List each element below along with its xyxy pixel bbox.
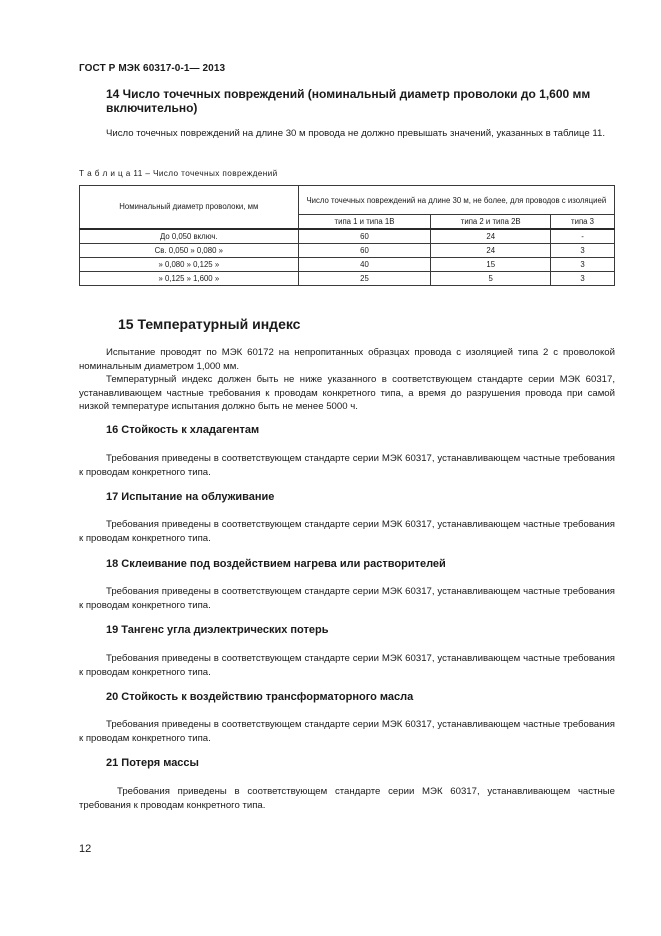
page-number: 12 xyxy=(79,843,92,855)
section-16-text: Требования приведены в соответствующем стандарте серии МЭК 60317, устанавливающем частные требования к проводам конкретного типа. xyxy=(79,453,615,478)
table-cell: 15 xyxy=(431,258,551,272)
section-18-title: 18 Склеивание под воздействием нагрева или растворителей xyxy=(106,558,446,570)
section-19-title: 19 Тангенс угла диэлектрических потерь xyxy=(106,624,329,636)
section-15-title: 15 Температурный индекс xyxy=(118,316,301,332)
table-cell: Св. 0,050 » 0,080 » xyxy=(80,244,299,258)
table-cell: 40 xyxy=(298,258,431,272)
table-header-type3: типа 3 xyxy=(551,215,615,230)
table-row xyxy=(80,258,615,272)
section-17-title: 17 Испытание на облуживание xyxy=(106,491,275,503)
table-cell: До 0,050 включ. xyxy=(80,229,299,244)
section-18-text: Требования приведены в соответствующем стандарте серии МЭК 60317, устанавливающем частные требования к проводам конкретного типа. xyxy=(79,586,615,611)
table-row xyxy=(80,229,615,244)
table-cell: 24 xyxy=(431,244,551,258)
table-cell: 5 xyxy=(431,272,551,286)
table-cell: 3 xyxy=(551,244,615,258)
section-15-text-2: Температурный индекс должен быть не ниже указанного в соответствующем стандарте серии МЭК 60317, устанавливающем частные требования к проводам конкретного типа, а время до разрушения провода при самой низкой температуре испытания должно быть не менее 5000 ч. xyxy=(79,374,615,412)
document-header: ГОСТ Р МЭК 60317-0-1— 2013 xyxy=(79,63,226,74)
table-caption: Т а б л и ц а 11 – Число точечных повреждений xyxy=(79,169,278,178)
table-header-group: Число точечных повреждений на длине 30 м, не более, для проводов с изоляцией xyxy=(298,186,614,215)
table-cell: 24 xyxy=(431,229,551,244)
section-14-text: Число точечных повреждений на длине 30 м провода не должно превышать значений, указанных в таблице 11. xyxy=(106,128,606,139)
table-cell: 60 xyxy=(298,244,431,258)
section-20-title: 20 Стойкость к воздействию трансформаторного масла xyxy=(106,691,414,703)
table-cell: - xyxy=(551,229,615,244)
table-header-type2: типа 2 и типа 2В xyxy=(431,215,551,230)
section-14-title: 14 Число точечных повреждений (номинальный диаметр проволоки до 1,600 мм включительно) xyxy=(106,87,591,115)
table-cell: » 0,080 » 0,125 » xyxy=(80,258,299,272)
section-17-text: Требования приведены в соответствующем стандарте серии МЭК 60317, устанавливающем частные требования к проводам конкретного типа. xyxy=(79,519,615,544)
table-cell: 60 xyxy=(298,229,431,244)
section-21-text: Требования приведены в соответствующем стандарте серии МЭК 60317, устанавливающем частные требования к проводам конкретного типа. xyxy=(79,786,615,811)
table-cell: 25 xyxy=(298,272,431,286)
table-row xyxy=(80,272,615,286)
section-20-text: Требования приведены в соответствующем стандарте серии МЭК 60317, устанавливающем частные требования к проводам конкретного типа. xyxy=(79,719,615,744)
table-11 xyxy=(79,185,615,286)
table-header-type1: типа 1 и типа 1В xyxy=(298,215,431,230)
table-cell: 3 xyxy=(551,258,615,272)
table-cell: 3 xyxy=(551,272,615,286)
section-19-text: Требования приведены в соответствующем стандарте серии МЭК 60317, устанавливающем частные требования к проводам конкретного типа. xyxy=(79,653,615,678)
section-15-text-1: Испытание проводят по МЭК 60172 на непропитанных образцах провода с изоляцией типа 2 с проволокой номинальным диаметром 1,000 мм. xyxy=(79,347,615,372)
table-cell: » 0,125 » 1,600 » xyxy=(80,272,299,286)
table-row xyxy=(80,244,615,258)
section-21-title: 21 Потеря массы xyxy=(106,757,199,769)
table-header-diameter: Номинальный диаметр проволоки, мм xyxy=(80,186,299,230)
section-16-title: 16 Стойкость к хладагентам xyxy=(106,424,260,436)
